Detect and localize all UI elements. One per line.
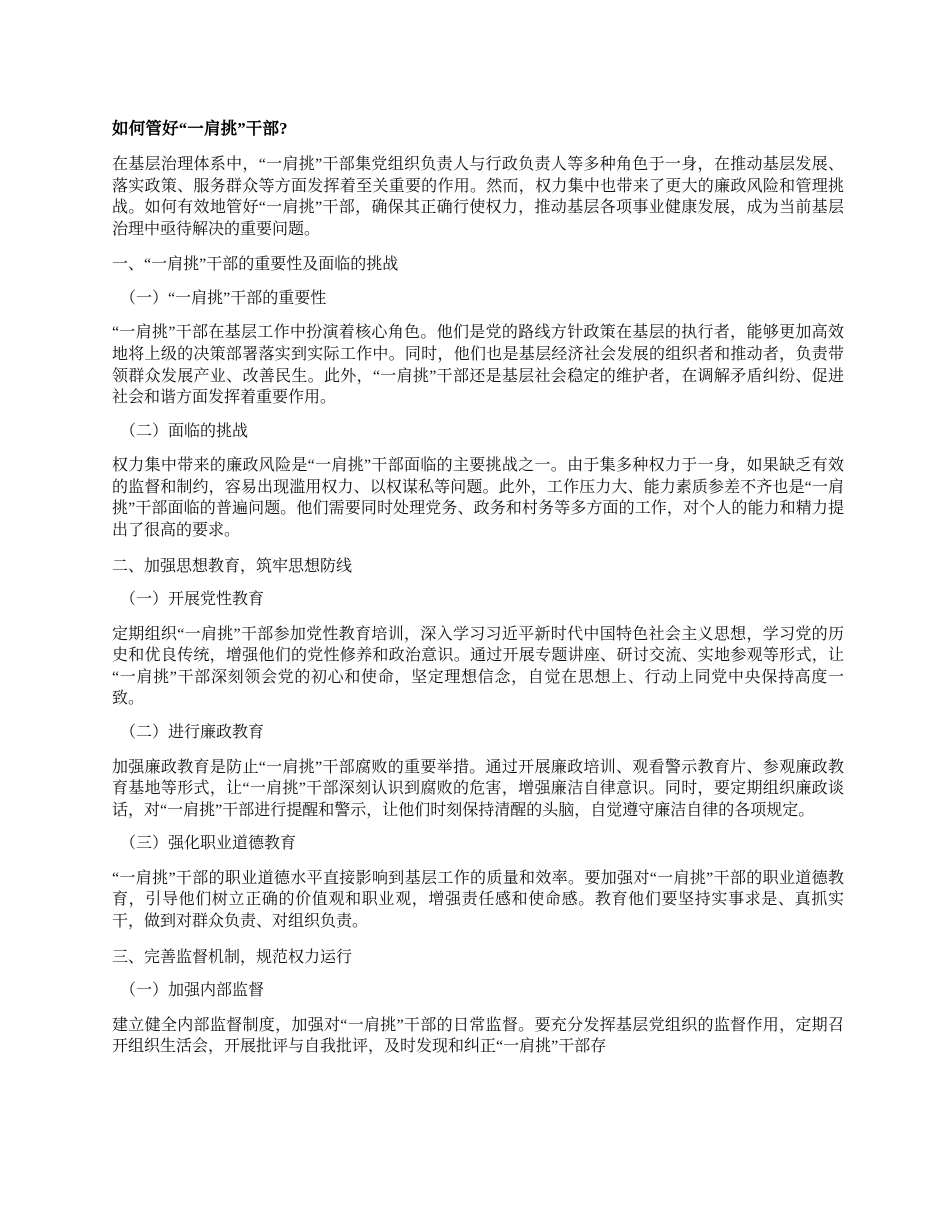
block-spacer [112, 855, 844, 868]
document-content-column [112, 118, 844, 1058]
block-spacer [112, 442, 844, 455]
block-spacer [112, 1002, 844, 1015]
block-spacer [112, 276, 844, 288]
block-spacer [112, 542, 844, 556]
block-spacer [112, 968, 844, 980]
page-title: 如何管好“一肩挑”干部? [112, 119, 288, 138]
block-spacer [112, 744, 844, 757]
intro-paragraph: 在基层治理体系中，“一肩挑”干部集党组织负责人与行政负责人等多种角色于一身，在推动基层发展、落实政策、服务群众等方面发挥着至关重要的作用。然而，权力集中也带来了更大的廉政风险和管理挑战。如何有效地管好“一肩挑”干部，确保其正确行使权力，推动基层各项事业健康发展，成为当前基层治理中亟待解决的重要问题。 [112, 156, 844, 238]
paragraph-2-1: 定期组织“一肩挑”干部参加党性教育培训，深入学习习近平新时代中国特色社会主义思想，学习党的历史和优良传统，增强他们的党性修养和政治意识。通过开展专题讲座、研讨交流、实地参观等形式，让“一肩挑”干部深刻领会党的初心和使命，坚定理想信念，自觉在思想上、行动上同党中央保持高度一致。 [112, 625, 844, 708]
paragraph-3-1: 建立健全内部监督制度，加强对“一肩挑”干部的日常监督。要充分发挥基层党组织的监督作用，定期召开组织生活会，开展批评与自我批评，及时发现和纠正“一肩挑”干部存 [112, 1016, 844, 1056]
block-spacer [112, 710, 844, 722]
paragraph-1-2: 权力集中带来的廉政风险是“一肩挑”干部面临的主要挑战之一。由于集多种权力于一身，如果缺乏有效的监督和制约，容易出现滥用权力、以权谋私等问题。此外，工作压力大、能力素质参差不齐也是“一肩挑”干部面临的普遍问题。他们需要同时处理党务、政务和村务等多方面的工作，对个人的能力和精力提出了很高的要求。 [112, 457, 844, 540]
paragraph-2-3: “一肩挑”干部的职业道德水平直接影响到基层工作的质量和效率。要加强对“一肩挑”干部的职业道德教育，引导他们树立正确的价值观和职业观，增强责任感和使命感。教育他们要坚持实事求是、真抓实干，做到对群众负责、对组织负责。 [112, 869, 844, 930]
document-body [112, 154, 844, 1058]
block-spacer [112, 821, 844, 833]
section-heading-2: 二、加强思想教育，筑牢思想防线 [112, 557, 353, 575]
block-spacer [112, 409, 844, 421]
subsection-heading-2-3: （三）强化职业道德教育 [120, 835, 297, 853]
paragraph-1-1: “一肩挑”干部在基层工作中扮演着核心角色。他们是党的路线方针政策在基层的执行者，能够更加高效地将上级的决策部署落实到实际工作中。同时，他们也是基层经济社会发展的组织者和推动者，负责带领群众发展产业、改善民生。此外，“一肩挑”干部还是基层社会稳定的维护者，在调解矛盾纠纷、促进社会和谐方面发挥着重要作用。 [112, 324, 844, 407]
subsection-heading-1-1: （一）“一肩挑”干部的重要性 [120, 289, 327, 307]
subsection-heading-2-2: （二）进行廉政教育 [120, 724, 265, 741]
section-heading-1: 一、“一肩挑”干部的重要性及面临的挑战 [112, 256, 399, 274]
subsection-heading-1-2: （二）面临的挑战 [120, 422, 249, 440]
paragraph-2-2: 加强廉政教育是防止“一肩挑”干部腐败的重要举措。通过开展廉政培训、观看警示教育片、参观廉政教育基地等形式，让“一肩挑”干部深刻认识到腐败的危害，增强廉洁自律意识。同时，要定期组织廉政谈话，对“一肩挑”干部进行提醒和警示，让他们时刻保持清醒的头脑，自觉遵守廉洁自律的各项规定。 [112, 758, 844, 819]
block-spacer [112, 611, 844, 624]
block-spacer [112, 933, 844, 947]
block-spacer [112, 577, 844, 589]
block-spacer [112, 309, 844, 322]
block-spacer [112, 240, 844, 254]
subsection-heading-3-1: （一）加强内部监督 [120, 982, 265, 1000]
subsection-heading-2-1: （一）开展党性教育 [120, 591, 265, 609]
section-heading-3: 三、完善监督机制，规范权力运行 [112, 948, 353, 966]
